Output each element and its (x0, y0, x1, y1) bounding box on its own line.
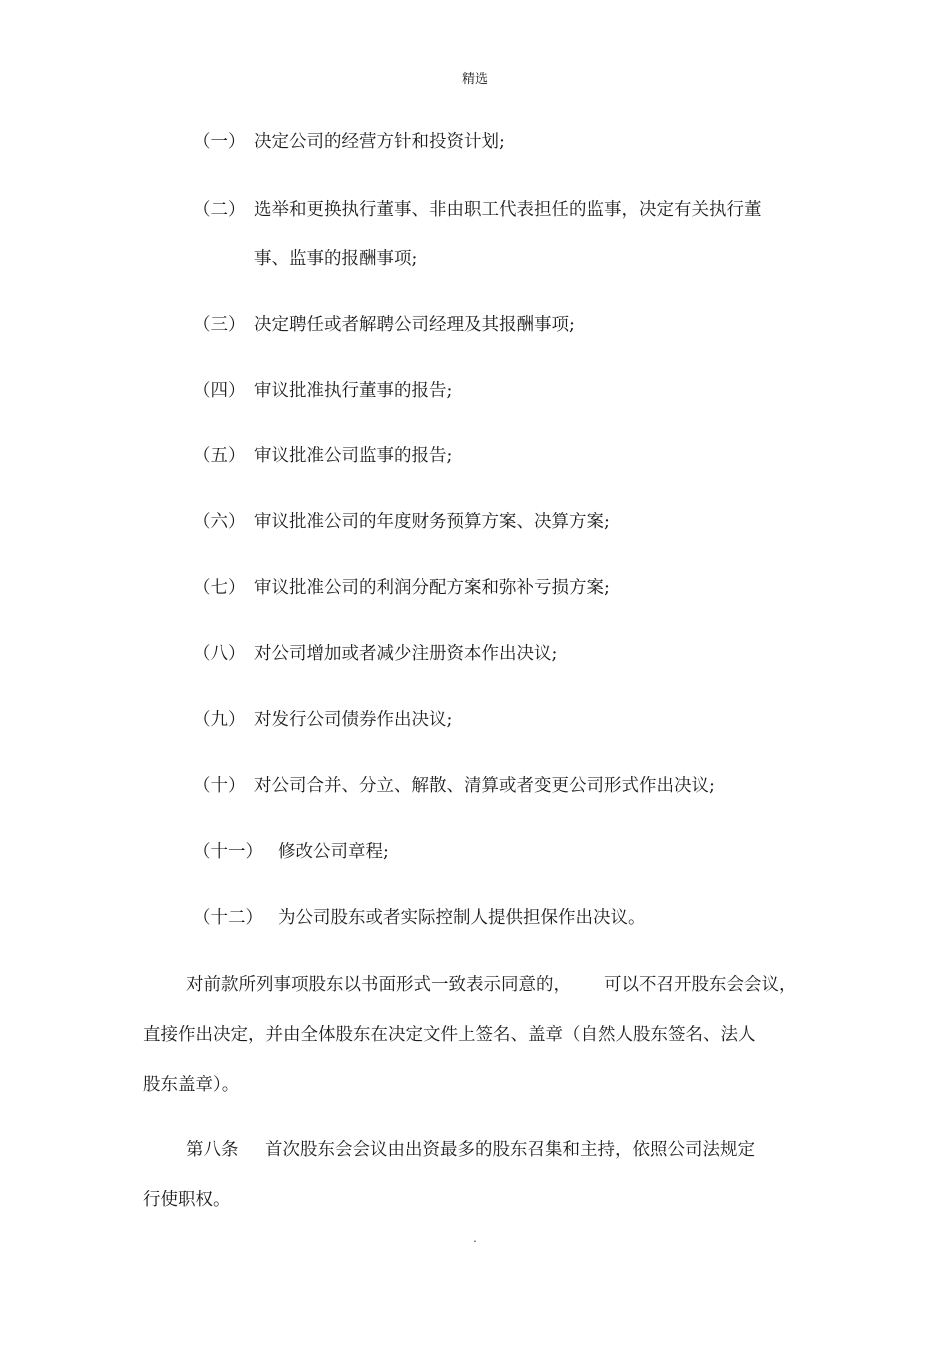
item-text: 审议批准公司的利润分配方案和弥补亏损方案; (254, 578, 610, 598)
item-number: （一） (193, 132, 246, 152)
item-text: 审议批准公司的年度财务预算方案、决算方案; (254, 512, 610, 532)
item-text: 为公司股东或者实际控制人提供担保作出决议。 (278, 908, 646, 928)
item-number: （五） (193, 446, 246, 466)
item-number: （二） (193, 200, 246, 220)
paragraph-line: 可以不召开股东会会议， (604, 975, 797, 995)
item-text: 决定公司的经营方针和投资计划; (254, 132, 505, 152)
item-number: （七） (193, 578, 246, 598)
item-number: （八） (193, 644, 246, 664)
item-text: 对公司增加或者减少注册资本作出决议; (254, 644, 558, 664)
page-header: 精选 (461, 72, 488, 87)
item-number: （九） (193, 710, 246, 730)
item-number: （六） (193, 512, 246, 532)
item-text: 对公司合并、分立、解散、清算或者变更公司形式作出决议; (254, 776, 715, 796)
paragraph-line: 股东盖章）。 (143, 1075, 240, 1095)
item-text: 选举和更换执行董事、非由职工代表担任的监事，决定有关执行董 (254, 200, 762, 220)
item-text: 决定聘任或者解聘公司经理及其报酬事项; (254, 315, 575, 335)
paragraph-line: 直接作出决定，并由全体股东在决定文件上签名、盖章（自然人股东签名、法人 (143, 1025, 756, 1045)
paragraph-line: 对前款所列事项股东以书面形式一致表示同意的， (186, 975, 571, 995)
item-text: 审议批准执行董事的报告; (254, 381, 453, 401)
article-label: 第八条 (186, 1140, 239, 1160)
article-text: 首次股东会会议由出资最多的股东召集和主持，依照公司法规定 (265, 1140, 755, 1160)
item-number: （十二） (193, 908, 263, 928)
footer-mark: . (473, 1232, 477, 1245)
item-number: （十一） (193, 842, 263, 862)
item-text-continuation: 事、监事的报酬事项; (254, 249, 418, 269)
item-text: 审议批准公司监事的报告; (254, 446, 453, 466)
item-number: （十） (193, 776, 246, 796)
item-text: 修改公司章程; (278, 842, 389, 862)
article-text: 行使职权。 (143, 1190, 231, 1210)
item-number: （四） (193, 381, 246, 401)
item-number: （三） (193, 315, 246, 335)
item-text: 对发行公司债券作出决议; (254, 710, 453, 730)
